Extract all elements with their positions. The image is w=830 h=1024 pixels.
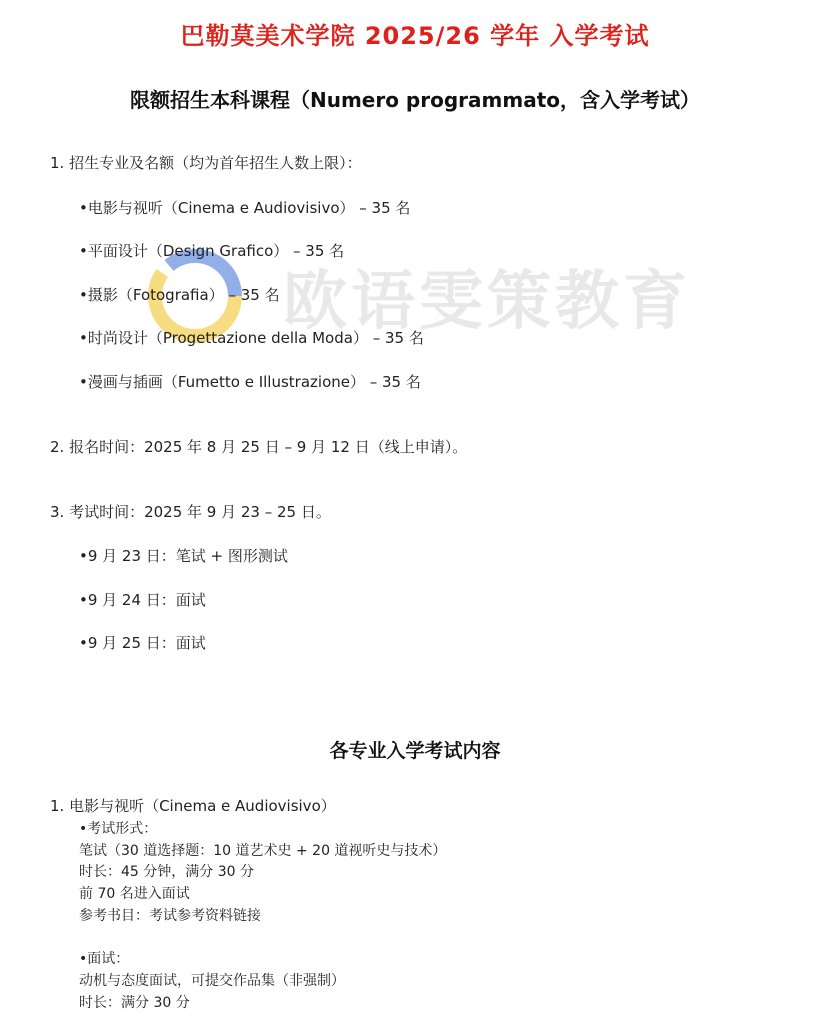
quota-item-cinema: •电影与视听（Cinema e Audiovisivo） – 35 名 xyxy=(79,199,411,217)
exam-form-label: •考试形式： xyxy=(79,821,158,837)
quota-item-photography: •摄影（Fotografia） – 35 名 xyxy=(79,286,280,304)
section-1-heading: 1. 招生专业及名额（均为首年招生人数上限）： xyxy=(50,154,362,172)
quota-item-fashion: •时尚设计（Progettazione della Moda） – 35 名 xyxy=(79,329,424,347)
top-candidates-note: 前 70 名进入面试 xyxy=(79,886,190,902)
interview-label: •面试： xyxy=(79,951,130,967)
interview-detail: 动机与态度面试，可提交作品集（非强制） xyxy=(79,973,345,989)
exam-day-25: •9 月 25 日：面试 xyxy=(79,634,206,652)
written-exam-detail: 笔试（30 道选择题：10 道艺术史 + 20 道视听史与技术） xyxy=(79,843,447,859)
section-2-heading: 2. 报名时间：2025 年 8 月 25 日 – 9 月 12 日（线上申请）。 xyxy=(50,438,468,456)
reference-books: 参考书目：考试参考资料链接 xyxy=(79,908,261,924)
page-title: 巴勒莫美术学院 2025/26 学年 入学考试 xyxy=(180,22,650,50)
page-subtitle: 限额招生本科课程（Numero programmato，含入学考试） xyxy=(129,88,701,112)
watermark-text: 欧语雯策教育 xyxy=(283,265,691,339)
section-3-heading: 3. 考试时间：2025 年 9 月 23 – 25 日。 xyxy=(50,503,331,521)
quota-item-comics: •漫画与插画（Fumetto e Illustrazione） – 35 名 xyxy=(79,373,421,391)
quota-item-design: •平面设计（Design Grafico） – 35 名 xyxy=(79,242,345,260)
interview-duration: 时长：满分 30 分 xyxy=(79,995,190,1011)
course-1-heading: 1. 电影与视听（Cinema e Audiovisivo） xyxy=(50,797,336,815)
written-exam-duration: 时长：45 分钟，满分 30 分 xyxy=(79,864,254,880)
exam-day-23: •9 月 23 日：笔试 + 图形测试 xyxy=(79,547,288,565)
exam-day-24: •9 月 24 日：面试 xyxy=(79,591,206,609)
exam-content-title: 各专业入学考试内容 xyxy=(329,740,501,762)
